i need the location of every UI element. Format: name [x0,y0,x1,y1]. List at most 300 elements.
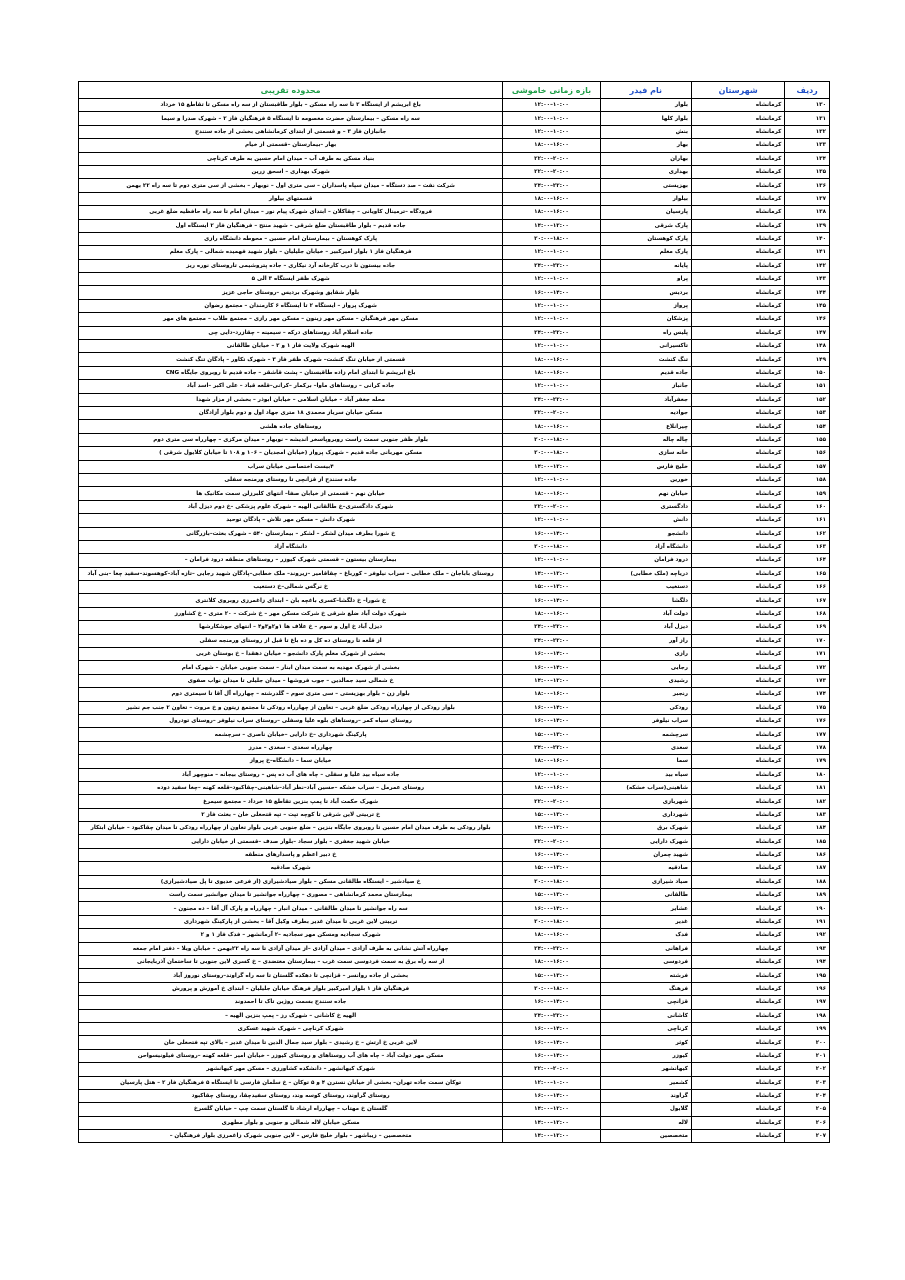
table-row [79,473,830,486]
city-cell: کرمانشاه [692,795,785,808]
row-number-cell: ۲۰۴ [785,1089,830,1102]
table-row [79,594,830,607]
area-cell: فرودگاه –ترمینال کاویانی – چقاکلان – ابتدای شهرک پیام نور – میدان امام تا سه راه حافظیه ضلع غربی [79,206,503,219]
table-row [79,112,830,125]
area-cell: چهارراه سعدی – سعدی – مدرز [79,741,503,754]
outage-time-cell: ۲۲:۰۰–۲۴:۰۰ [503,393,600,406]
outage-time-cell: ۱۶:۰۰–۱۸:۰۰ [503,688,600,701]
outage-time-cell: ۱۶:۰۰–۱۸:۰۰ [503,366,600,379]
outage-time-cell: ۱۲:۰۰–۱۴:۰۰ [503,822,600,835]
feeder-name-cell: جاده قدیم [600,366,691,379]
table-row [79,232,830,245]
area-cell: مسکن مهر دولت آباد – چاه های آب روستاهای و روستای کیوزر – خیابان امیر –قلعه کهنه –روستای فیلونیسواحن [79,1049,503,1062]
table-row [79,634,830,647]
table-row [79,1063,830,1076]
row-number-cell: ۱۵۱ [785,380,830,393]
outage-time-cell: ۱۴:۰۰–۱۶:۰۰ [503,648,600,661]
table-row [79,259,830,272]
outage-time-cell: ۲۰:۰۰–۲۲:۰۰ [503,500,600,513]
feeder-name-cell: طالقانی [600,889,691,902]
table-row [79,192,830,205]
row-number-cell: ۲۰۷ [785,1130,830,1143]
area-cell: از سه راه برق به سمت فردوسی سمت غرب – بیمارستان معتضدی – خ کسری لاین جنوبی تا ساختمان آذربایجانی [79,956,503,969]
city-cell: کرمانشاه [692,353,785,366]
area-cell: بخشی از جاده روانسر – قزانچی تا دهکده گلستان تا سه راه گراوند–روستای نوروز آباد [79,969,503,982]
table-row [79,460,830,473]
feeder-name-cell: فرهنگ [600,982,691,995]
table-row [79,1116,830,1129]
feeder-name-cell: پرواز [600,299,691,312]
feeder-name-cell: درود فرامان [600,554,691,567]
table-row [79,621,830,634]
feeder-name-cell: سیاه بید [600,768,691,781]
area-cell: مسکن مهر فرهنگیان – مسکن مهر زینون – مسکن مهر رازی – مجتمع طلاب – مجتمع های مهر [79,313,503,326]
area-cell: الهیه شهرک ولایت فاز ۱ و ۲ – خیابان طالقانی [79,340,503,353]
area-cell: فرهنگیان فاز ۱ بلوار امیرکبیر بلوار فرهنگ خیابان جلیلیان – ابتدای خ آموزش و پرورش [79,982,503,995]
area-cell: شهرک دادگستری–خ طالقانی الهیه – شهرک علوم پزشکی –خ دوم دیزل آباد [79,500,503,513]
outage-time-cell: ۲۰:۰۰–۲۲:۰۰ [503,406,600,419]
table-row [79,956,830,969]
table-row [79,246,830,259]
row-number-cell: ۲۰۱ [785,1049,830,1062]
city-cell: کرمانشاه [692,902,785,915]
row-number-cell: ۱۳۶ [785,179,830,192]
feeder-name-cell: قزانچی [600,996,691,1009]
row-number-cell: ۱۹۶ [785,982,830,995]
table-row [79,540,830,553]
row-number-cell: ۱۵۶ [785,447,830,460]
table-row [79,902,830,915]
row-number-cell: ۱۷۷ [785,728,830,741]
city-cell: کرمانشاه [692,1022,785,1035]
area-cell: بهار –بیمارستان –قسمتی از خیام [79,139,503,152]
city-cell: کرمانشاه [692,982,785,995]
outage-schedule-table [78,81,830,1143]
outage-time-cell: ۱۴:۰۰–۱۶:۰۰ [503,527,600,540]
row-number-cell: ۱۴۷ [785,326,830,339]
city-cell: کرمانشاه [692,1063,785,1076]
outage-time-cell: ۱۲:۰۰–۱۴:۰۰ [503,1130,600,1143]
city-cell: کرمانشاه [692,621,785,634]
table-row [79,862,830,875]
city-cell: کرمانشاه [692,781,785,794]
header-feeder-name: نام فیدر [600,82,691,99]
row-number-cell: ۱۶۴ [785,554,830,567]
table-row [79,822,830,835]
row-number-cell: ۱۳۳ [785,139,830,152]
outage-time-cell: ۱۶:۰۰–۱۸:۰۰ [503,929,600,942]
row-number-cell: ۱۶۶ [785,581,830,594]
outage-time-cell: ۱۰:۰۰–۱۲:۰۰ [503,313,600,326]
table-row [79,688,830,701]
table-row [79,313,830,326]
city-cell: کرمانشاه [692,313,785,326]
outage-time-cell: ۲۲:۰۰–۲۴:۰۰ [503,326,600,339]
feeder-name-cell: پلیس راه [600,326,691,339]
row-number-cell: ۱۹۱ [785,915,830,928]
feeder-name-cell: کیهانشهر [600,1063,691,1076]
outage-time-cell: ۱۸:۰۰–۲۰:۰۰ [503,447,600,460]
feeder-name-cell: خانه سازی [600,447,691,460]
row-number-cell: ۱۹۷ [785,996,830,1009]
table-row [79,915,830,928]
row-number-cell: ۱۷۳ [785,674,830,687]
table-row [79,848,830,861]
feeder-name-cell: دلگشا [600,594,691,607]
row-number-cell: ۱۸۱ [785,781,830,794]
area-cell: محله جعفر آباد – خیابان اسلامی – خیابان ابوذر – بخشی از مزار شهدا [79,393,503,406]
outage-time-cell: ۱۸:۰۰–۲۰:۰۰ [503,875,600,888]
area-cell: روستای عمرمل – سراب خشکه –حسین آباد–نظر آباد–شاهینی–چقاکبود–قلعه کهنه –چغا سفید دوده [79,781,503,794]
feeder-name-cell: رنجبر [600,688,691,701]
feeder-name-cell: پارک معلم [600,246,691,259]
city-cell: کرمانشاه [692,634,785,647]
outage-time-cell: ۱۶:۰۰–۱۸:۰۰ [503,353,600,366]
area-cell: بلوار زن – بلوار بهزیستی – سی متری سوم – گلدرشته – چهارراه آل آقا تا سیمتری دوم [79,688,503,701]
outage-time-cell: ۱۴:۰۰–۱۶:۰۰ [503,286,600,299]
row-number-cell: ۱۴۸ [785,340,830,353]
row-number-cell: ۱۸۵ [785,835,830,848]
outage-time-cell: ۱۳:۰۰–۱۵:۰۰ [503,862,600,875]
outage-time-cell: ۲۲:۰۰–۲۴:۰۰ [503,942,600,955]
outage-time-cell: ۱۴:۰۰–۱۶:۰۰ [503,714,600,727]
city-cell: کرمانشاه [692,1103,785,1116]
city-cell: کرمانشاه [692,607,785,620]
city-cell: کرمانشاه [692,661,785,674]
area-cell: از قلعه تا روستای ده کل و ده باغ تا قبل از روستای ورمنجه سفلی [79,634,503,647]
feeder-name-cell: دانشگاه آزاد [600,540,691,553]
table-row [79,527,830,540]
area-cell: شهرک صادقیه [79,862,503,875]
table-row [79,514,830,527]
table-row [79,728,830,741]
feeder-name-cell: کرناچی [600,1022,691,1035]
area-cell: پارک کوهستان – بیمارستان امام حسین – محوطه دانشگاه رازی [79,232,503,245]
feeder-name-cell: شاهینی(سراب خشکه) [600,781,691,794]
feeder-name-cell: راز آور [600,634,691,647]
feeder-name-cell: دیزل آباد [600,621,691,634]
city-cell: کرمانشاه [692,259,785,272]
feeder-name-cell: جانباز [600,380,691,393]
row-number-cell: ۱۳۵ [785,165,830,178]
outage-time-cell: ۱۲:۰۰–۱۴:۰۰ [503,1116,600,1129]
outage-time-cell: ۲۲:۰۰–۲۴:۰۰ [503,634,600,647]
feeder-name-cell: پارسیان [600,206,691,219]
header-outage-time: بازه زمانی خاموشی [503,82,600,99]
table-row [79,674,830,687]
row-number-cell: ۱۵۸ [785,473,830,486]
area-cell: خ دبیر اعظم و پاسدارهای منطقه [79,848,503,861]
outage-time-cell: ۱۲:۰۰–۱۴:۰۰ [503,219,600,232]
feeder-name-cell: بهار [600,139,691,152]
city-cell: کرمانشاه [692,1036,785,1049]
feeder-name-cell: جعفرآباد [600,393,691,406]
row-number-cell: ۱۵۴ [785,420,830,433]
area-cell: باغ ابریشم تا ابتدای امام زاده طاقبستان – پشت قاشقر – جاده قدیم تا روبروی جایگاه CNG [79,366,503,379]
feeder-name-cell: پارک کوهستان [600,232,691,245]
row-number-cell: ۱۷۰ [785,634,830,647]
outage-time-cell: ۱۲:۰۰–۱۴:۰۰ [503,1103,600,1116]
city-cell: کرمانشاه [692,500,785,513]
area-cell: بلوار شقایق وشهرک بردیس –روستای حاجی عزیز [79,286,503,299]
feeder-name-cell: صیاد شیرازی [600,875,691,888]
city-cell: کرمانشاه [692,1049,785,1062]
feeder-name-cell: عشایر [600,902,691,915]
feeder-name-cell: پارک شرقی [600,219,691,232]
table-row [79,1130,830,1143]
city-cell: کرمانشاه [692,1130,785,1143]
outage-time-cell: ۱۰:۰۰–۱۲:۰۰ [503,340,600,353]
outage-time-cell: ۱۴:۰۰–۱۶:۰۰ [503,1089,600,1102]
outage-time-cell: ۱۶:۰۰–۱۸:۰۰ [503,607,600,620]
header-approximate-area: محدوده تقریبی [79,82,503,99]
area-cell: بلوار رودکی به طرف میدان امام حسین تا روبروی جایگاه بنزین – ضلع جنوبی غربی بلوار تعاون از چهارراه رودکی تا میدان چقاکبود – خیابان ابتکار [79,822,503,835]
area-cell: بلوار ظفر جنوبی سمت راست روبروپاسخر اندیشه – نوبهار – میدان مرکزی – چهارراه سی متری دوم [79,433,503,446]
row-number-cell: ۱۳۴ [785,152,830,165]
feeder-name-cell: شهرک دارایی [600,835,691,848]
table-row [79,273,830,286]
outage-time-cell: ۱۸:۰۰–۲۰:۰۰ [503,982,600,995]
area-cell: جاده کرانی – روستاهای ماوا– برکمار –کرانی–قلعه قباد – علی اکبر –اسد آباد [79,380,503,393]
area-cell: خیابان شهید جعفری – بلوار سجاد –بلوار صدف –قسمتی از خیابان دارایی [79,835,503,848]
outage-time-cell: ۱۰:۰۰–۱۲:۰۰ [503,99,600,112]
outage-time-cell: ۱۶:۰۰–۱۸:۰۰ [503,487,600,500]
feeder-name-cell: بلوار کلها [600,112,691,125]
area-cell: پارکینگ شهرداری –خ دارایی –خیابان ناصری – سرچشمه [79,728,503,741]
row-number-cell: ۱۳۰ [785,99,830,112]
feeder-name-cell: جوادیه [600,406,691,419]
feeder-name-cell: خورین [600,473,691,486]
area-cell: بیمارستان محمد کرمانشاهی – مصوری – چهارراه جوانشیر تا میدان جوانشیر سمت راست [79,889,503,902]
city-cell: کرمانشاه [692,152,785,165]
outage-time-cell: ۱۴:۰۰–۱۶:۰۰ [503,661,600,674]
feeder-name-cell: دستغیب [600,581,691,594]
table-row [79,393,830,406]
outage-time-cell: ۲۲:۰۰–۲۴:۰۰ [503,1009,600,1022]
table-row [79,741,830,754]
row-number-cell: ۱۴۹ [785,353,830,366]
area-cell: قسمتی از خیابان تنگ کنشت– شهرک ظفر فاز ۳ – شهرک تکاور – پادگان تنگ کنشت [79,353,503,366]
table-row [79,406,830,419]
table-row [79,165,830,178]
area-cell: قسمتهای بیلوار [79,192,503,205]
city-cell: کرمانشاه [692,299,785,312]
city-cell: کرمانشاه [692,929,785,942]
row-number-cell: ۱۹۰ [785,902,830,915]
city-cell: کرمانشاه [692,473,785,486]
row-number-cell: ۲۰۶ [785,1116,830,1129]
city-cell: کرمانشاه [692,996,785,1009]
table-row [79,581,830,594]
table-row [79,942,830,955]
table-row [79,755,830,768]
area-cell: چهارراه آتش نشانی به طرف آزادی – میدان آزادی –از میدان آزادی تا سه راه ۲۲بهمن – خیابان ویلا – دفتر امام جمعه [79,942,503,955]
table-row [79,219,830,232]
table-row [79,996,830,1009]
table-row [79,982,830,995]
row-number-cell: ۱۸۳ [785,808,830,821]
city-cell: کرمانشاه [692,420,785,433]
city-cell: کرمانشاه [692,714,785,727]
city-cell: کرمانشاه [692,674,785,687]
city-cell: کرمانشاه [692,1089,785,1102]
table-row [79,380,830,393]
feeder-name-cell: دریاچه (ملک خطابی) [600,567,691,580]
outage-time-cell: ۱۶:۰۰–۱۸:۰۰ [503,420,600,433]
city-cell: کرمانشاه [692,1116,785,1129]
table-row [79,340,830,353]
city-cell: کرمانشاه [692,514,785,527]
outage-time-cell: ۱۳:۰۰–۱۵:۰۰ [503,808,600,821]
row-number-cell: ۱۴۶ [785,313,830,326]
area-cell: بنیاد مسکن به طرف آب – میدان امام حسین به طرف کرناچی [79,152,503,165]
row-number-cell: ۱۶۷ [785,594,830,607]
city-cell: کرمانشاه [692,487,785,500]
row-number-cell: ۲۰۰ [785,1036,830,1049]
row-number-cell: ۱۶۱ [785,514,830,527]
feeder-name-cell: کیوزر [600,1049,691,1062]
outage-time-cell: ۱۳:۰۰–۱۵:۰۰ [503,728,600,741]
outage-time-cell: ۱۶:۰۰–۱۸:۰۰ [503,755,600,768]
row-number-cell: ۱۹۴ [785,956,830,969]
row-number-cell: ۱۷۴ [785,688,830,701]
outage-time-cell: ۱۰:۰۰–۱۲:۰۰ [503,273,600,286]
table-row [79,1076,830,1089]
area-cell: ۴بیست اختصاصی خیابان سراب [79,460,503,473]
city-cell: کرمانشاه [692,1076,785,1089]
area-cell: دانشگاه آزاد [79,540,503,553]
area-cell: خ تربیتی لاین شرقی تا کوچه تپت – تپه قتحعلی خان – بعثت فاز ۲ [79,808,503,821]
outage-time-cell: ۲۲:۰۰–۲۴:۰۰ [503,179,600,192]
outage-time-cell: ۱۴:۰۰–۱۶:۰۰ [503,701,600,714]
area-cell: جانبازان فاز ۳ – و قسمتی از ابتدای کرمانشاهی بخشی از جاده سنندج [79,125,503,138]
row-number-cell: ۱۸۶ [785,848,830,861]
table-row [79,500,830,513]
table-row [79,206,830,219]
feeder-name-cell: بهزیستی [600,179,691,192]
city-cell: کرمانشاه [692,125,785,138]
row-number-cell: ۱۶۵ [785,567,830,580]
city-cell: کرمانشاه [692,447,785,460]
city-cell: کرمانشاه [692,99,785,112]
outage-time-cell: ۱۶:۰۰–۱۸:۰۰ [503,192,600,205]
table-row [79,1009,830,1022]
row-number-cell: ۱۸۴ [785,822,830,835]
city-cell: کرمانشاه [692,1009,785,1022]
area-cell: سه راه جوانشیر تا میدان طالقانی – میدان انبار – چهارراه و پارک آل آقا – ده مجنون – [79,902,503,915]
city-cell: کرمانشاه [692,433,785,446]
row-number-cell: ۱۵۹ [785,487,830,500]
area-cell: گلستان خ مهتاب – چهارراه ارشاد تا گلستان سمت چپ – خیابان گلسرخ [79,1103,503,1116]
area-cell: خیابان سما – دانشگاه–خ پرواز [79,755,503,768]
feeder-name-cell: دانشجو [600,527,691,540]
outage-time-cell: ۱۴:۰۰–۱۶:۰۰ [503,1036,600,1049]
area-cell: خ شورا بطرف میدان لشکر – لشکر – بیمارستان ۵۴۰ – شهرک بعثت–بازرگانی [79,527,503,540]
feeder-name-cell: بهداری [600,165,691,178]
outage-time-cell: ۱۰:۰۰–۱۲:۰۰ [503,514,600,527]
city-cell: کرمانشاه [692,219,785,232]
feeder-name-cell: شهرک برق [600,822,691,835]
outage-time-cell: ۱۴:۰۰–۱۶:۰۰ [503,594,600,607]
feeder-name-cell: کشمیر [600,1076,691,1089]
outage-time-cell: ۲۰:۰۰–۲۲:۰۰ [503,152,600,165]
feeder-name-cell: پزشکان [600,313,691,326]
city-cell: کرمانشاه [692,567,785,580]
city-cell: کرمانشاه [692,648,785,661]
area-cell: شهرک ظفر ایستگاه ۳ الی ۵ [79,273,503,286]
row-number-cell: ۲۰۵ [785,1103,830,1116]
outage-time-cell: ۱۶:۰۰–۱۸:۰۰ [503,206,600,219]
table-row [79,366,830,379]
table-row [79,969,830,982]
city-cell: کرمانشاه [692,192,785,205]
row-number-cell: ۱۴۱ [785,246,830,259]
outage-time-cell: ۲۲:۰۰–۲۴:۰۰ [503,259,600,272]
city-cell: کرمانشاه [692,232,785,245]
outage-time-cell: ۱۴:۰۰–۱۶:۰۰ [503,1022,600,1035]
outage-time-cell: ۱۴:۰۰–۱۶:۰۰ [503,902,600,915]
row-number-cell: ۱۶۹ [785,621,830,634]
header-row-number: ردیف [785,82,830,99]
row-number-cell: ۱۸۰ [785,768,830,781]
feeder-name-cell: بلوار [600,99,691,112]
table-row [79,447,830,460]
row-number-cell: ۱۸۲ [785,795,830,808]
outage-time-cell: ۱۲:۰۰–۱۴:۰۰ [503,674,600,687]
table-row [79,139,830,152]
outage-time-cell: ۱۸:۰۰–۲۰:۰۰ [503,232,600,245]
table-row [79,99,830,112]
outage-time-cell: ۱۰:۰۰–۱۲:۰۰ [503,299,600,312]
table-row [79,835,830,848]
feeder-name-cell: فرشته [600,969,691,982]
city-cell: کرمانشاه [692,139,785,152]
feeder-name-cell: پراو [600,273,691,286]
outage-time-cell: ۱۳:۰۰–۱۵:۰۰ [503,889,600,902]
table-row [79,1103,830,1116]
area-cell: جاده سنندج بسمت روژین تاک تا احمدوند [79,996,503,1009]
table-row [79,781,830,794]
city-cell: کرمانشاه [692,540,785,553]
area-cell: شهرک سجادیه ومسکن مهر سجادیه –۲ آرمانشهر – فدک فاز ۱ و ۲ [79,929,503,942]
table-row [79,567,830,580]
outage-time-cell: ۲۲:۰۰–۲۴:۰۰ [503,741,600,754]
area-cell: خ شمالی سید جمالدین – جوب فروشها – میدان جلیلی تا میدان نواب صفوی [79,674,503,687]
feeder-name-cell: دولت آباد [600,607,691,620]
row-number-cell: ۱۵۵ [785,433,830,446]
city-cell: کرمانشاه [692,755,785,768]
area-cell: باغ ابریشم از ایستگاه ۲ تا سه راه مسکن – بلوار طاقبستان از سه راه مسکن تا تقاطع ۱۵ خرداد [79,99,503,112]
row-number-cell: ۱۵۳ [785,406,830,419]
feeder-name-cell: شهربازی [600,795,691,808]
table-row [79,1022,830,1035]
feeder-name-cell: دادگستری [600,500,691,513]
city-cell: کرمانشاه [692,554,785,567]
feeder-name-cell: غدیر [600,915,691,928]
table-row [79,299,830,312]
area-cell: فرهنگیان فاز ۱ بلوار امیرکبیر – خیابان جلیلیان – بلوار شهید فهمیده شمالی – پارک معلم [79,246,503,259]
table-row [79,768,830,781]
outage-time-cell: ۱۴:۰۰–۱۶:۰۰ [503,996,600,1009]
row-number-cell: ۱۸۹ [785,889,830,902]
outage-time-cell: ۱۰:۰۰–۱۲:۰۰ [503,554,600,567]
row-number-cell: ۱۶۲ [785,527,830,540]
row-number-cell: ۱۶۳ [785,540,830,553]
table-row [79,420,830,433]
feeder-name-cell: گراوند [600,1089,691,1102]
outage-time-cell: ۱۳:۰۰–۱۵:۰۰ [503,969,600,982]
area-cell: شرکت نفت – صد دستگاه – میدان سپاه پاسداران – سی متری اول – نوبهار – بخشی از سی متری دوم تا سه راه ۲۲ بهمن [79,179,503,192]
